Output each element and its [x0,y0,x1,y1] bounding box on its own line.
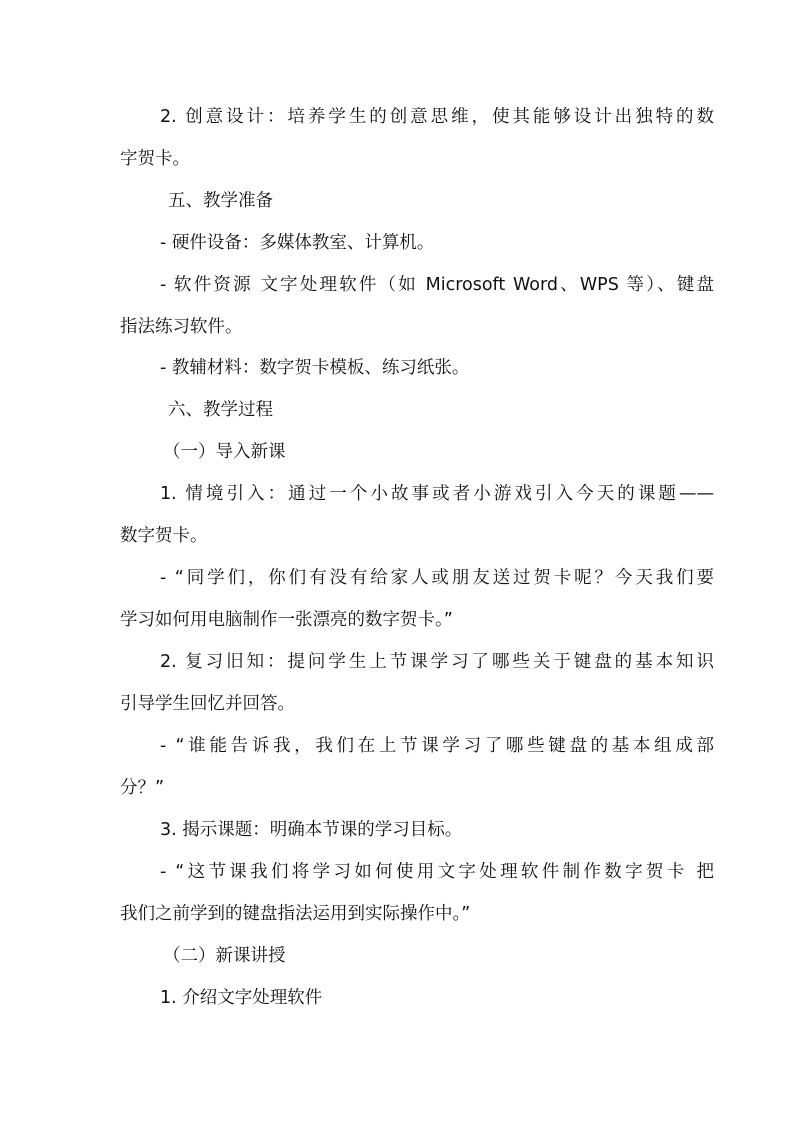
section-heading: 六、教学过程 [168,400,273,420]
paragraph-line: 1. 介绍文字处理软件 [160,988,323,1008]
paragraph-line: 3. 揭示课题：明确本节课的学习目标。 [160,820,463,840]
list-item: - “同学们，你们有没有给家人或朋友送过贺卡呢？今天我们要 [160,568,714,588]
section-heading: 五、教学准备 [168,191,273,211]
list-item: - 教辅材料：数字贺卡模板、练习纸张。 [160,358,470,378]
paragraph-line: 指法练习软件。 [120,317,243,337]
list-item: - 软件资源 文字处理软件（如 Microsoft Word、WPS 等）、键盘 [160,275,714,295]
paragraph-line: 学习如何用电脑制作一张漂亮的数字贺卡。” [120,610,453,630]
list-item: - “谁能告诉我，我们在上节课学习了哪些键盘的基本组成部 [160,736,714,756]
subsection-heading: （二）新课讲授 [163,946,286,966]
paragraph-line: 字贺卡。 [120,149,190,169]
paragraph-line: 1. 情境引入：通过一个小故事或者小游戏引入今天的课题—— [160,484,714,504]
paragraph-line: 我们之前学到的键盘指法运用到实际操作中。” [120,904,471,924]
paragraph-line: 2. 复习旧知：提问学生上节课学习了哪些关于键盘的基本知识 [160,652,714,672]
subsection-heading: （一）导入新课 [163,442,286,462]
paragraph-line: 分？” [120,778,165,798]
list-item: - 硬件设备：多媒体教室、计算机。 [160,233,435,253]
paragraph-line: 2. 创意设计：培养学生的创意思维，使其能够设计出独特的数 [160,107,714,127]
paragraph-line: 数字贺卡。 [120,526,208,546]
list-item: - “这节课我们将学习如何使用文字处理软件制作数字贺卡 把 [160,862,714,882]
paragraph-line: 引导学生回忆并回答。 [120,694,295,714]
